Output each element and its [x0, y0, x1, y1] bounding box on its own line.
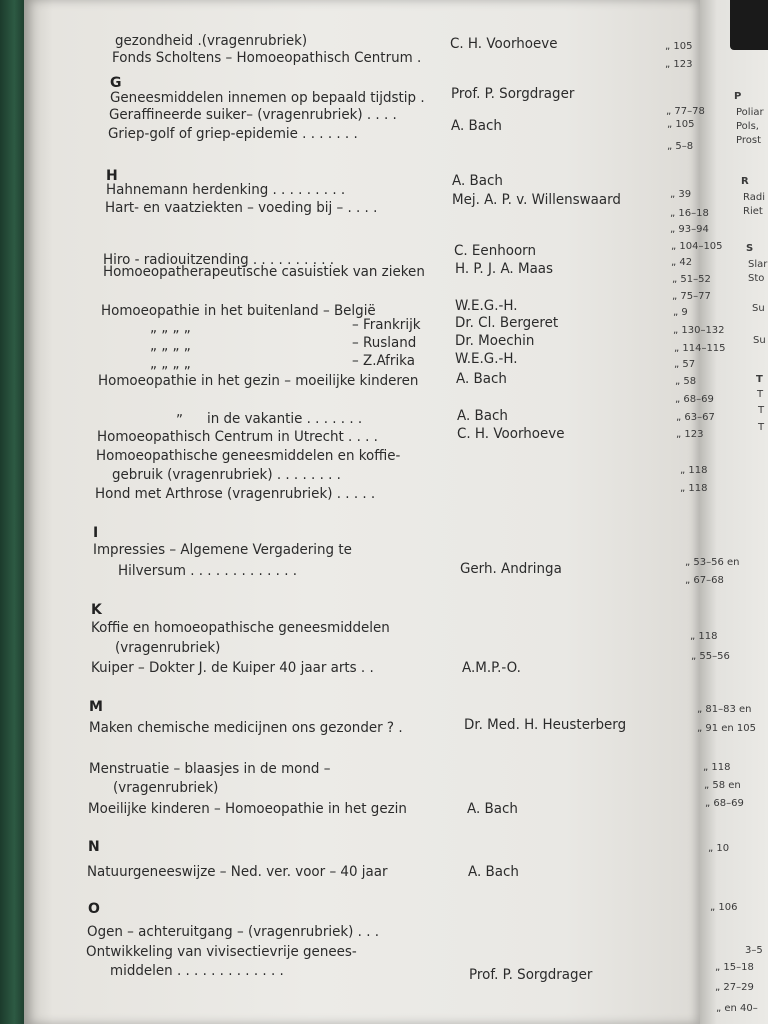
index-entry: middelen . . . . . . . . . . . . .	[110, 963, 284, 979]
author-name: Dr. Moechin	[455, 333, 535, 349]
page-number: „ 118	[690, 631, 718, 642]
page-number: „ 130–132	[673, 325, 725, 336]
index-entry: Homoeopathisch Centrum in Utrecht . . . .	[97, 429, 378, 445]
section-letter: I	[93, 525, 99, 541]
index-entry: Fonds Scholtens – Homoeopathisch Centrum .	[112, 50, 422, 66]
next-page-fragment: T	[757, 389, 764, 400]
ditto-marks: „ „ „ „	[150, 338, 191, 354]
author-name: Dr. Cl. Bergeret	[455, 315, 559, 331]
book-spine	[0, 0, 26, 1024]
index-entry: Homoeopathie in het buitenland – België	[101, 303, 376, 319]
index-entry: Hond met Arthrose (vragenrubriek) . . . . .	[95, 486, 376, 502]
page-number: „ 5–8	[667, 141, 694, 152]
index-entry: Hilversum . . . . . . . . . . . . .	[118, 563, 298, 579]
index-entry: Hart- en vaatziekten – voeding bij – . . . .	[105, 200, 378, 216]
page-number: „ 77–78	[666, 106, 705, 117]
index-entry: in de vakantie . . . . . . .	[207, 411, 363, 427]
page-number: „ 15–18	[715, 962, 754, 973]
index-entry: (vragenrubriek)	[115, 640, 221, 656]
section-letter: N	[88, 839, 100, 855]
author-name: Mej. A. P. v. Willenswaard	[452, 192, 621, 208]
section-letter: O	[88, 901, 100, 917]
author-name: Dr. Med. H. Heusterberg	[464, 717, 627, 733]
section-letter: K	[91, 602, 102, 618]
next-page-letter: S	[746, 243, 754, 254]
index-entry: – Rusland	[352, 335, 417, 351]
author-name: Prof. P. Sorgdrager	[451, 86, 575, 102]
index-entry: Ontwikkeling van vivisectievrije genees-	[86, 944, 357, 960]
page-number: „ 123	[676, 429, 704, 440]
author-name: A. Bach	[451, 118, 502, 134]
index-entry: Hahnemann herdenking . . . . . . . . .	[106, 182, 346, 198]
author-name: C. Eenhoorn	[454, 243, 536, 259]
index-entry: Geneesmiddelen innemen op bepaald tijdstip .	[110, 90, 425, 106]
ditto-marks: „	[176, 404, 183, 420]
ditto-marks: „ „ „ „	[150, 356, 191, 372]
section-letter: M	[89, 699, 103, 715]
page-number: „ 51–52	[672, 274, 711, 285]
page-number: „ 106	[710, 902, 738, 913]
author-name: Prof. P. Sorgdrager	[469, 967, 593, 983]
index-entry: Homoeopathische geneesmiddelen en koffie-	[96, 448, 401, 464]
next-page-fragment: Radi	[743, 192, 765, 203]
next-page-fragment: Su	[753, 335, 766, 346]
author-name: A. Bach	[452, 173, 503, 189]
index-entry: Geraffineerde suiker– (vragenrubriek) . . . .	[109, 107, 397, 123]
author-name: H. P. J. A. Maas	[455, 261, 554, 277]
page-number: „ 114–115	[674, 343, 726, 354]
next-page-fragment: T	[758, 405, 765, 416]
author-name: A. Bach	[457, 408, 508, 424]
next-page-letter: T	[756, 374, 763, 385]
author-name: Gerh. Andringa	[460, 561, 562, 577]
page-number: „ 10	[708, 843, 730, 854]
page-number: „ 118	[680, 465, 708, 476]
page-number: „ 68–69	[675, 394, 714, 405]
page-number: „ 68–69	[705, 798, 744, 809]
index-entry: Kuiper – Dokter J. de Kuiper 40 jaar arts . .	[91, 660, 374, 676]
page-number: „ 123	[665, 59, 693, 70]
page-number: „ 9	[673, 307, 688, 318]
index-entry: Natuurgeneeswijze – Ned. ver. voor – 40 jaar	[87, 864, 388, 880]
index-entry: Menstruatie – blaasjes in de mond –	[89, 761, 331, 777]
page-number: „ 27–29	[715, 982, 754, 993]
next-page-edge	[700, 0, 768, 1024]
page-number: „ 81–83 en	[697, 704, 752, 715]
index-entry: Ogen – achteruitgang – (vragenrubriek) . . .	[87, 924, 380, 940]
page-number: „ en 40–	[716, 1003, 758, 1014]
index-entry: gezondheid .(vragenrubriek)	[115, 33, 308, 49]
page-number: „ 105	[665, 41, 693, 52]
next-page-fragment: Su	[752, 303, 765, 314]
next-page-fragment: T	[758, 422, 765, 433]
page-number: „ 53–56 en	[685, 557, 740, 568]
index-entry: Hiro - radiouitzending . . . . . . . . . .	[103, 252, 335, 268]
page-number: „ 16–18	[670, 208, 709, 219]
page-number: „ 118	[680, 483, 708, 494]
author-name: C. H. Voorhoeve	[457, 426, 565, 442]
page-number: „ 39	[670, 189, 692, 200]
index-entry: Impressies – Algemene Vergadering te	[93, 542, 352, 558]
next-page-fragment: Pols,	[736, 121, 759, 132]
index-entry: Griep-golf of griep-epidemie . . . . . . .	[108, 126, 358, 142]
next-page-fragment: Sto	[748, 273, 765, 284]
page-number: „ 91 en 105	[697, 723, 757, 734]
author-name: A. Bach	[456, 371, 507, 387]
page-number: „ 118	[703, 762, 731, 773]
page-number: „ 104–105	[671, 241, 723, 252]
author-name: C. H. Voorhoeve	[450, 36, 558, 52]
index-entry: Moeilijke kinderen – Homoeopathie in het gezin	[88, 801, 407, 817]
next-page-fragment: Riet	[743, 206, 763, 217]
next-page-fragment: Prost	[736, 135, 761, 146]
index-entry: Maken chemische medicijnen ons gezonder ? .	[89, 720, 403, 736]
author-name: W.E.G.-H.	[455, 298, 518, 314]
page-number: „ 58 en	[704, 780, 741, 791]
page-number: „ 75–77	[672, 291, 711, 302]
index-entry: – Z.Afrika	[352, 353, 415, 369]
page-number: 3–5	[745, 945, 763, 956]
page-number: „ 57	[674, 359, 696, 370]
author-name: A.M.P.-O.	[462, 660, 521, 676]
next-page-letter: P	[734, 91, 742, 102]
next-page-letter: R	[741, 176, 749, 187]
author-name: A. Bach	[468, 864, 519, 880]
page-number: „ 63–67	[676, 412, 715, 423]
author-name: W.E.G.-H.	[455, 351, 518, 367]
ditto-marks: „ „ „ „	[150, 320, 191, 336]
index-entry: Homoeopatherapeutische casuistiek van zieken	[103, 264, 425, 280]
page-number: „ 42	[671, 257, 693, 268]
page-number: „ 58	[675, 376, 697, 387]
section-letter: H	[106, 168, 118, 184]
index-entry: Homoeopathie in het gezin – moeilijke kinderen	[98, 373, 419, 389]
black-tab	[730, 0, 768, 50]
section-letter: G	[110, 75, 122, 91]
page-number: „ 93–94	[670, 224, 709, 235]
next-page-fragment: Poliar	[736, 107, 764, 118]
index-entry: – Frankrijk	[352, 317, 421, 333]
index-entry: (vragenrubriek)	[113, 780, 219, 796]
next-page-fragment: Slar	[748, 259, 768, 270]
index-entry: gebruik (vragenrubriek) . . . . . . . .	[112, 467, 341, 483]
index-entry: Koffie en homoeopathische geneesmiddelen	[91, 620, 390, 636]
page-number: „ 67–68	[685, 575, 724, 586]
page-number: „ 105	[667, 119, 695, 130]
page-number: „ 55–56	[691, 651, 730, 662]
author-name: A. Bach	[467, 801, 518, 817]
